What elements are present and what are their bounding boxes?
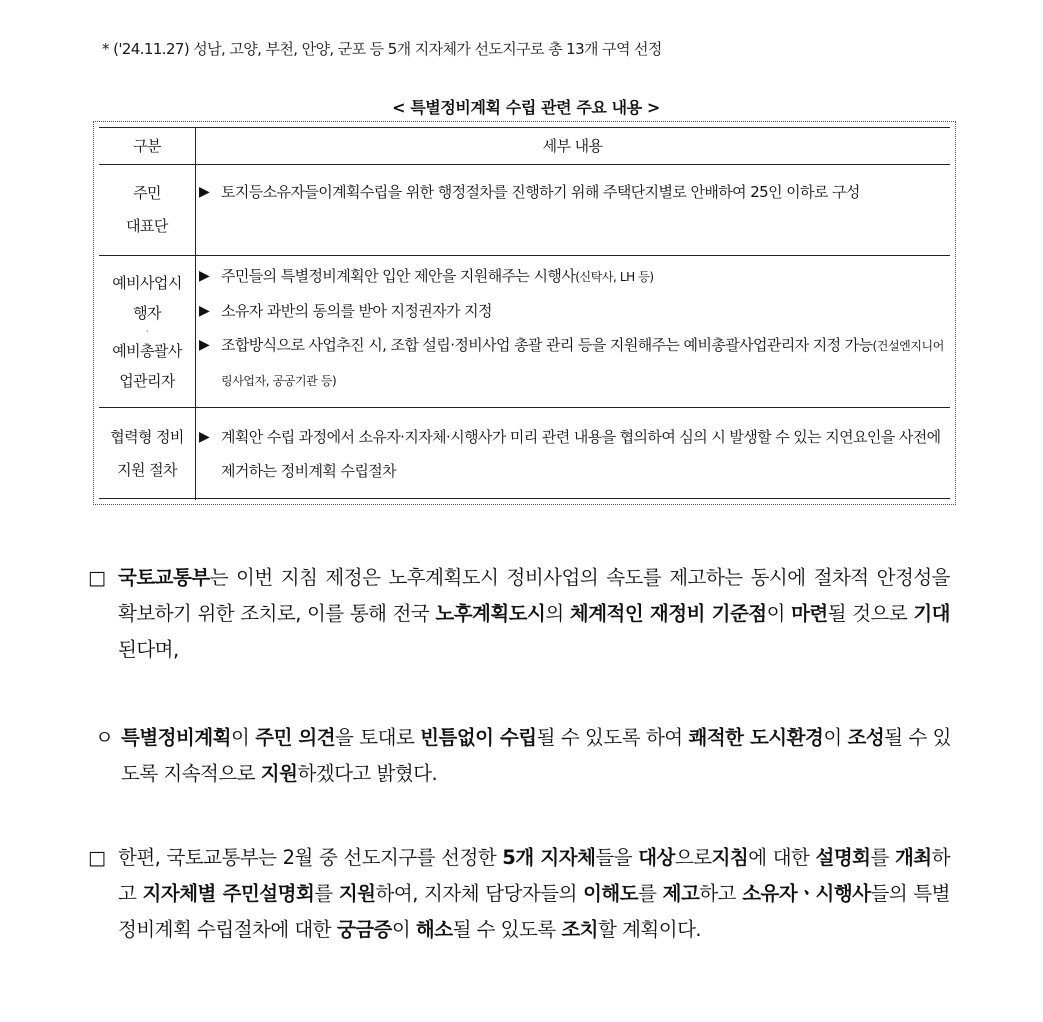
header-details: 세부 내용 — [542, 137, 603, 155]
detail-item — [197, 175, 948, 209]
paragraph-text — [95, 720, 951, 792]
circle-bullet-icon: ㅇ — [95, 726, 114, 749]
category-line: 대표단 — [126, 217, 168, 235]
bold-phrase: 대상 — [638, 846, 675, 869]
detail-text: 토지등소유자들이계획수립을 위한 행정절차를 진행하기 위해 주택단지별로 안배하여 25인 이하로 구성 — [221, 183, 860, 201]
text-run: 한편, 국토교통부는 2월 중 선도지구를 선정한 — [118, 846, 503, 869]
text-run: 될 것으로 — [827, 602, 914, 625]
bold-phrase: 마련 — [791, 602, 828, 625]
bold-phrase: 지원 — [338, 882, 376, 905]
detail-item — [197, 328, 948, 398]
checkbox-square-icon: □ — [88, 847, 106, 869]
table-header-row — [99, 128, 950, 165]
text-run: 이 — [391, 918, 416, 941]
row-category — [99, 165, 196, 255]
paragraph-text — [88, 840, 950, 948]
category-line: 주민 — [133, 184, 161, 202]
triangle-bullet-icon: ▶ — [199, 184, 210, 200]
text-run: 된다며, — [118, 638, 179, 661]
text-run: 될 수 있도록 지속적으로 — [121, 726, 951, 785]
text-run: 될 수 있도록 — [452, 918, 562, 941]
category-line: 예비총괄사 — [112, 341, 182, 360]
text-run: 는 이번 지침 제정은 노후계획도시 정비사업의 속도를 제고하는 동시에 절차적 안정성을 확보하기 위한 조치로, 이를 통해 전국 — [118, 566, 950, 625]
text-run: 하고 — [118, 846, 950, 905]
text-run: 에 대한 — [748, 846, 816, 869]
bold-phrase: 지자체별 주민설명회 — [142, 882, 315, 905]
text-run: 하고 — [699, 882, 743, 905]
triangle-bullet-icon: ▶ — [199, 268, 210, 284]
bold-phrase: 국토교통부 — [118, 566, 210, 589]
paragraph-3 — [88, 840, 950, 948]
text-run: 으로 — [674, 846, 712, 869]
category-line: · — [146, 326, 148, 336]
bold-phrase: 주민 의견 — [255, 726, 336, 749]
table-caption: < 특별정비계획 수립 관련 주요 내용 > — [392, 98, 660, 117]
triangle-bullet-icon: ▶ — [199, 337, 210, 353]
text-run: 이 — [823, 726, 848, 749]
bold-phrase: 노후계획도시 — [435, 602, 546, 625]
bold-phrase: 빈틈없이 수립 — [420, 726, 537, 749]
text-run: 를 — [314, 882, 339, 905]
bold-phrase: 이해도 — [583, 882, 639, 905]
info-table — [93, 121, 956, 505]
row-category — [99, 256, 196, 407]
text-run: 을 토대로 — [335, 726, 421, 749]
bold-phrase: 체계적인 재정비 기준점 — [569, 602, 767, 625]
bold-phrase: 지침 — [711, 846, 749, 869]
detail-item — [197, 259, 948, 294]
row-category — [99, 408, 196, 500]
detail-text: 소유자 과반의 동의를 받아 지정권자가 지정 — [221, 302, 492, 320]
category-line: 예비사업시 — [112, 273, 182, 292]
category-line: 협력형 정비 — [110, 428, 184, 446]
category-line: 지원 절차 — [117, 461, 177, 479]
text-run: 를 — [638, 882, 663, 905]
checkbox-square-icon: □ — [88, 567, 106, 589]
table-row — [99, 256, 950, 408]
detail-item — [197, 294, 948, 328]
text-run: 할 계획이다. — [598, 918, 702, 941]
text-run: 의 — [545, 602, 570, 625]
text-run: 들을 — [595, 846, 639, 869]
paragraph-2 — [95, 720, 951, 792]
detail-text: 주민들의 특별정비계획안 입안 제안을 지원해주는 시행사 — [221, 267, 576, 285]
triangle-bullet-icon: ▶ — [199, 429, 210, 445]
bold-phrase: 기대 — [913, 602, 951, 625]
text-run: 하여, 지자체 담당자들의 — [375, 882, 584, 905]
text-run: 하겠다고 밝혔다. — [297, 762, 438, 785]
bold-phrase: 조치 — [561, 918, 599, 941]
detail-item — [197, 420, 948, 488]
detail-text: 조합방식으로 사업추진 시, 조합 설립·정비사업 총괄 관리 등을 지원해주는 예비총괄사업관리자 지정 가능 — [221, 336, 873, 354]
bold-phrase: 제고 — [662, 882, 700, 905]
text-run: 이 — [231, 726, 256, 749]
bold-phrase: 쾌적한 도시환경 — [688, 726, 824, 749]
footnote: * ('24.11.27) 성남, 고양, 부천, 안양, 군포 등 5개 지자체가 선도지구로 총 13개 구역 선정 — [102, 40, 662, 58]
text-run: 될 수 있도록 하여 — [536, 726, 689, 749]
detail-note: (건설엔지니어링사업자, 공공기관 등) — [221, 339, 944, 388]
table-row — [99, 408, 950, 500]
text-run: 를 — [870, 846, 895, 869]
detail-note: (신탁사, LH 등) — [575, 270, 654, 284]
bold-phrase: 조성 — [847, 726, 885, 749]
bold-phrase: 개최 — [894, 846, 932, 869]
detail-text: 계획안 수립 과정에서 소유자·지자체·시행사가 미리 관련 내용을 협의하여 심의 시 발생할 수 있는 지연요인을 사전에 제거하는 정비계획 수립절차 — [221, 428, 941, 480]
text-run: 이 — [766, 602, 792, 625]
bold-phrase: 지원 — [260, 762, 298, 785]
bold-phrase: 소유자ㆍ시행사 — [742, 882, 871, 905]
header-category: 구분 — [99, 128, 196, 164]
bold-phrase: 특별정비계획 — [121, 726, 232, 749]
table-row — [99, 165, 950, 256]
text-run: 들의 특별정비계획 수립절차에 대한 — [118, 882, 951, 941]
category-line: 업관리자 — [119, 371, 175, 390]
bold-phrase: 해소 — [415, 918, 453, 941]
bold-phrase: 궁금증 — [336, 918, 392, 941]
bold-phrase: 5개 지자체 — [502, 846, 596, 869]
paragraph-text — [88, 560, 950, 668]
category-line: 행자 — [133, 303, 161, 322]
triangle-bullet-icon: ▶ — [199, 303, 210, 319]
bold-phrase: 설명회 — [815, 846, 871, 869]
paragraph-1 — [88, 560, 950, 668]
